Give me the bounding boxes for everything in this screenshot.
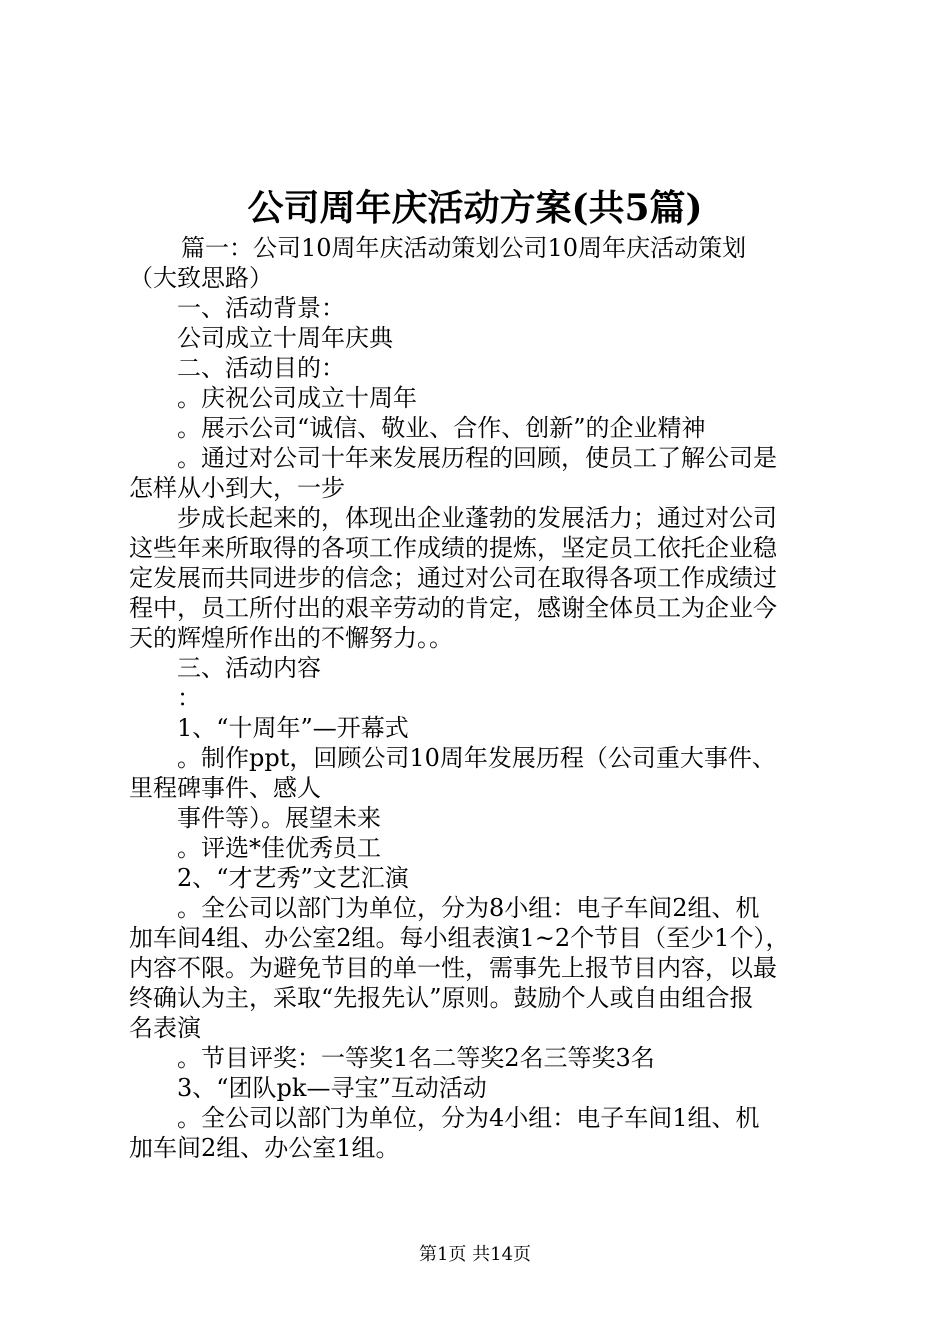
paragraph-line: 怎样从小到大，一步: [129, 474, 345, 502]
subsection-heading: 1、“十周年”—开幕式: [177, 714, 409, 742]
paragraph-line: 。节目评奖：一等奖1名二等奖2名三等奖3名: [177, 1044, 655, 1072]
paragraph-line: 。制作ppt，回顾公司10周年发展历程（公司重大事件、: [177, 744, 776, 772]
paragraph-line: 终确认为主，采取“先报先认”原则。鼓励个人或自由组合报: [129, 984, 754, 1012]
paragraph-line: （大致思路）: [129, 264, 273, 292]
paragraph-line: 公司成立十周年庆典: [177, 324, 393, 352]
paragraph-line: 。评选*佳优秀员工: [177, 834, 381, 862]
paragraph-line: 。全公司以部门为单位，分为8小组：电子车间2组、机: [177, 894, 760, 922]
paragraph-line: 这些年来所取得的各项工作成绩的提炼，坚定员工依托企业稳: [129, 534, 777, 562]
paragraph-line: 天的辉煌所作出的不懈努力。。: [129, 624, 453, 652]
paragraph-line: 里程碑事件、感人: [129, 774, 321, 802]
paragraph-line: 篇一：公司10周年庆活动策划公司10周年庆活动策划: [181, 234, 747, 262]
paragraph-line: 。庆祝公司成立十周年: [177, 384, 417, 412]
paragraph-line: 定发展而共同进步的信念；通过对公司在取得各项工作成绩过: [129, 564, 777, 592]
section-heading: 二、活动目的：: [177, 354, 345, 382]
paragraph-line: 事件等）。展望未来: [177, 804, 381, 832]
subsection-heading: 3、“团队pk—寻宝”互动活动: [177, 1074, 487, 1102]
document-body: [129, 233, 835, 1163]
paragraph-line: 名表演: [129, 1014, 201, 1042]
paragraph-line: 。通过对公司十年来发展历程的回顾，使员工了解公司是: [177, 444, 777, 472]
paragraph-line: 内容不限。为避免节目的单一性，需事先上报节目内容，以最: [129, 954, 777, 982]
paragraph-line: 加车间2组、办公室1组。: [129, 1134, 400, 1162]
subsection-heading: 2、“才艺秀”文艺汇演: [177, 864, 409, 892]
paragraph-line: 。全公司以部门为单位，分为4小组：电子车间1组、机: [177, 1104, 760, 1132]
paragraph-line: ：: [177, 684, 201, 712]
paragraph-line: 步成长起来的，体现出企业蓬勃的发展活力；通过对公司: [177, 504, 777, 532]
paragraph-line: 加车间4组、办公室2组。每小组表演1~2个节目（至少1个），: [129, 924, 790, 952]
section-heading: 一、活动背景：: [177, 294, 345, 322]
page-footer: 第1页 共14页: [418, 1244, 532, 1265]
section-heading: 三、活动内容: [177, 654, 321, 682]
paragraph-line: 程中，员工所付出的艰辛劳动的肯定，感谢全体员工为企业今: [129, 594, 777, 622]
document-title: 公司周年庆活动方案(共5篇): [247, 187, 703, 229]
paragraph-line: 。展示公司“诚信、敬业、合作、创新”的企业精神: [177, 414, 706, 442]
